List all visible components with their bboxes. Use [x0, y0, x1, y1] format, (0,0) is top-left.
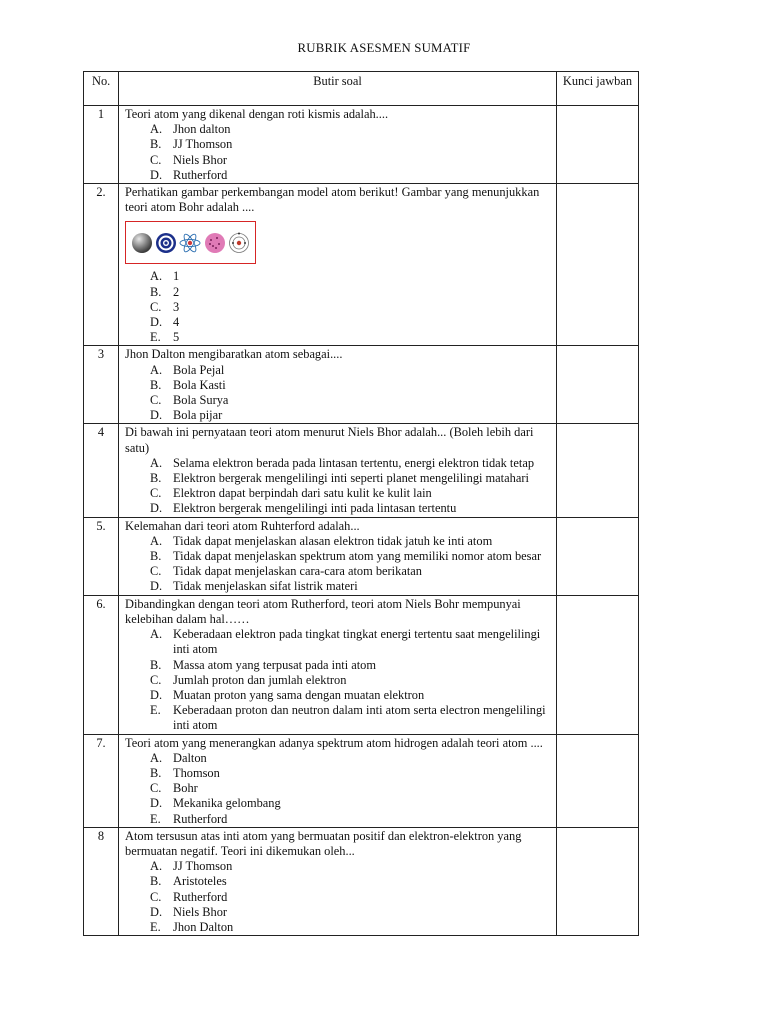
question-cell [119, 346, 557, 424]
question-row [84, 424, 639, 517]
question-row [84, 734, 639, 827]
option-item [150, 300, 552, 315]
option-item [150, 688, 552, 703]
option-item [150, 285, 552, 300]
option-item [150, 920, 552, 935]
question-number: 7. [84, 734, 119, 827]
option-text: Tidak menjelaskan sifat listrik materi [173, 579, 358, 594]
option-item [150, 673, 552, 688]
question-number: 1 [84, 106, 119, 184]
option-text: JJ Thomson [173, 137, 233, 152]
question-cell [119, 734, 557, 827]
rubric-table [83, 71, 639, 936]
question-cell [119, 595, 557, 734]
option-list [125, 456, 552, 517]
question-row [84, 184, 639, 346]
option-text: Rutherford [173, 889, 228, 904]
option-letter: C. [150, 393, 162, 408]
option-letter: D. [150, 796, 163, 811]
option-letter: B. [150, 284, 162, 299]
option-text: Muatan proton yang sama dengan muatan elektron [173, 687, 425, 702]
option-letter: C. [150, 486, 162, 501]
table-header-row [84, 72, 639, 106]
option-letter: B. [150, 765, 162, 780]
question-stem: Teori atom yang dikenal dengan roti kismis adalah.... [125, 107, 389, 121]
question-stem: Kelemahan dari teori atom Ruhterford adalah... [125, 518, 360, 533]
concentric-rings-icon [155, 232, 177, 254]
plum-pudding-icon [204, 232, 226, 254]
option-text: Thomson [173, 765, 220, 780]
page-title: RUBRIK ASESMEN SUMATIF [297, 41, 471, 55]
option-text: Keberadaan elektron pada tingkat tingkat energi tertentu saat mengelilingi inti atom [173, 627, 541, 657]
option-letter: C. [150, 299, 162, 314]
question-cell [119, 184, 557, 346]
option-item [150, 137, 552, 152]
option-item [150, 330, 552, 345]
option-text: Tidak dapat menjelaskan spektrum atom yang memiliki nomor atom besar [173, 549, 542, 564]
option-text: Bola Pejal [173, 362, 225, 377]
option-text: Selama elektron berada pada lintasan tertentu, energi elektron tidak tetap [173, 455, 535, 470]
option-letter: B. [150, 874, 162, 889]
answer-key-cell [557, 734, 639, 827]
option-list [125, 122, 552, 183]
option-letter: E. [150, 703, 161, 718]
option-item [150, 658, 552, 673]
option-letter: B. [150, 657, 162, 672]
option-item [150, 890, 552, 905]
option-item [150, 315, 552, 330]
option-letter: D. [150, 501, 163, 516]
option-letter: E. [150, 811, 161, 826]
option-letter: B. [150, 137, 162, 152]
option-item [150, 796, 552, 811]
option-letter: C. [150, 564, 162, 579]
option-text: Jhon dalton [173, 122, 231, 137]
option-text: 5 [173, 330, 180, 345]
option-text: Tidak dapat menjelaskan cara-cara atom berikatan [173, 564, 422, 579]
option-item [150, 905, 552, 920]
option-text: Dalton [173, 750, 207, 765]
option-letter: B. [150, 549, 162, 564]
question-cell [119, 827, 557, 935]
option-text: Massa atom yang terpusat pada inti atom [173, 657, 377, 672]
option-letter: A. [150, 455, 163, 470]
option-letter: A. [150, 122, 163, 137]
answer-key-cell [557, 827, 639, 935]
option-item [150, 534, 552, 549]
option-item [150, 269, 552, 284]
option-text: Bola Surya [173, 393, 229, 408]
option-text: Jhon Dalton [173, 919, 234, 934]
option-item [150, 122, 552, 137]
option-text: 3 [173, 299, 180, 314]
answer-key-cell [557, 595, 639, 734]
option-text: Rutherford [173, 167, 228, 182]
question-cell [119, 424, 557, 517]
option-text: Tidak dapat menjelaskan alasan elektron tidak jatuh ke inti atom [173, 533, 493, 548]
question-number: 2. [84, 184, 119, 346]
answer-key-cell [557, 424, 639, 517]
question-stem: Di bawah ini pernyataan teori atom menurut Niels Bhor adalah... (Boleh lebih dari satu) [125, 425, 534, 455]
question-cell [119, 517, 557, 595]
option-item [150, 168, 552, 183]
option-text: Elektron bergerak mengelilingi inti pada lintasan tertentu [173, 501, 457, 516]
question-number: 4 [84, 424, 119, 517]
question-number: 8 [84, 827, 119, 935]
option-text: 1 [173, 269, 180, 284]
option-letter: D. [150, 167, 163, 182]
question-row [84, 595, 639, 734]
option-text: 4 [173, 315, 180, 330]
option-letter: A. [150, 627, 163, 642]
option-letter: E. [150, 330, 161, 345]
option-list [125, 363, 552, 424]
answer-key-cell [557, 184, 639, 346]
option-text: Jumlah proton dan jumlah elektron [173, 672, 347, 687]
option-letter: D. [150, 579, 163, 594]
option-letter: C. [150, 889, 162, 904]
option-text: Bola Kasti [173, 377, 226, 392]
atom-models-figure [125, 221, 256, 264]
option-list [125, 269, 552, 345]
option-item [150, 859, 552, 874]
shell-atom-icon [228, 232, 250, 254]
option-item [150, 781, 552, 796]
option-text: 2 [173, 284, 180, 299]
option-letter: A. [150, 533, 163, 548]
option-text: Bola pijar [173, 408, 223, 423]
option-letter: A. [150, 362, 163, 377]
option-text: Rutherford [173, 811, 228, 826]
option-list [125, 859, 552, 935]
option-letter: C. [150, 672, 162, 687]
header-no: No. [84, 72, 119, 106]
option-item [150, 456, 552, 471]
option-letter: A. [150, 269, 163, 284]
option-list [125, 627, 552, 733]
option-item [150, 363, 552, 378]
option-list [125, 751, 552, 827]
answer-key-cell [557, 346, 639, 424]
question-stem: Teori atom yang menerangkan adanya spektrum atom hidrogen adalah teori atom .... [125, 735, 543, 750]
question-number: 3 [84, 346, 119, 424]
question-stem: Atom tersusun atas inti atom yang bermuatan positif dan elektron-elektron yang bermuatan negatif. Teori ini dikemukan oleh... [125, 828, 522, 858]
question-row [84, 346, 639, 424]
question-row [84, 106, 639, 184]
option-letter: D. [150, 904, 163, 919]
option-item [150, 501, 552, 516]
option-letter: A. [150, 750, 163, 765]
question-stem: Dibandingkan dengan teori atom Rutherford, teori atom Niels Bohr mempunyai kelebihan dalam hal…… [125, 596, 521, 626]
option-item [150, 549, 552, 564]
option-item [150, 766, 552, 781]
option-letter: D. [150, 408, 163, 423]
option-text: Niels Bhor [173, 904, 228, 919]
option-text: Mekanika gelombang [173, 796, 281, 811]
option-letter: B. [150, 377, 162, 392]
question-stem: Jhon Dalton mengibaratkan atom sebagai.... [125, 347, 343, 362]
option-item [150, 486, 552, 501]
option-text: Bohr [173, 781, 198, 796]
option-item [150, 627, 552, 657]
option-item [150, 751, 552, 766]
answer-key-cell [557, 106, 639, 184]
answer-key-cell [557, 517, 639, 595]
option-letter: E. [150, 919, 161, 934]
option-text: JJ Thomson [173, 859, 233, 874]
option-text: Keberadaan proton dan neutron dalam inti atom serta electron mengelilingi inti atom [173, 703, 546, 733]
option-letter: B. [150, 471, 162, 486]
question-number: 5. [84, 517, 119, 595]
option-text: Aristoteles [173, 874, 227, 889]
option-letter: C. [150, 781, 162, 796]
question-row [84, 827, 639, 935]
option-letter: A. [150, 859, 163, 874]
option-item [150, 471, 552, 486]
option-text: Elektron bergerak mengelilingi inti seperti planet mengelilingi matahari [173, 471, 529, 486]
question-number: 6. [84, 595, 119, 734]
option-list [125, 534, 552, 595]
option-item [150, 564, 552, 579]
option-letter: D. [150, 315, 163, 330]
option-item [150, 579, 552, 594]
option-item [150, 812, 552, 827]
question-stem: Perhatikan gambar perkembangan model atom berikut! Gambar yang menunjukkan teori atom Bohr adalah .... [125, 185, 540, 215]
option-letter: C. [150, 152, 162, 167]
option-item [150, 408, 552, 423]
option-item [150, 874, 552, 889]
option-item [150, 153, 552, 168]
option-letter: D. [150, 687, 163, 702]
option-text: Elektron dapat berpindah dari satu kulit ke kulit lain [173, 486, 432, 501]
solid-sphere-icon [131, 232, 153, 254]
option-text: Niels Bhor [173, 152, 228, 167]
table-body [84, 106, 639, 936]
header-question: Butir soal [119, 72, 557, 106]
option-item [150, 393, 552, 408]
orbital-atom-icon [179, 232, 201, 254]
question-cell [119, 106, 557, 184]
question-row [84, 517, 639, 595]
option-item [150, 378, 552, 393]
header-key: Kunci jawban [557, 72, 639, 106]
option-item [150, 703, 552, 733]
